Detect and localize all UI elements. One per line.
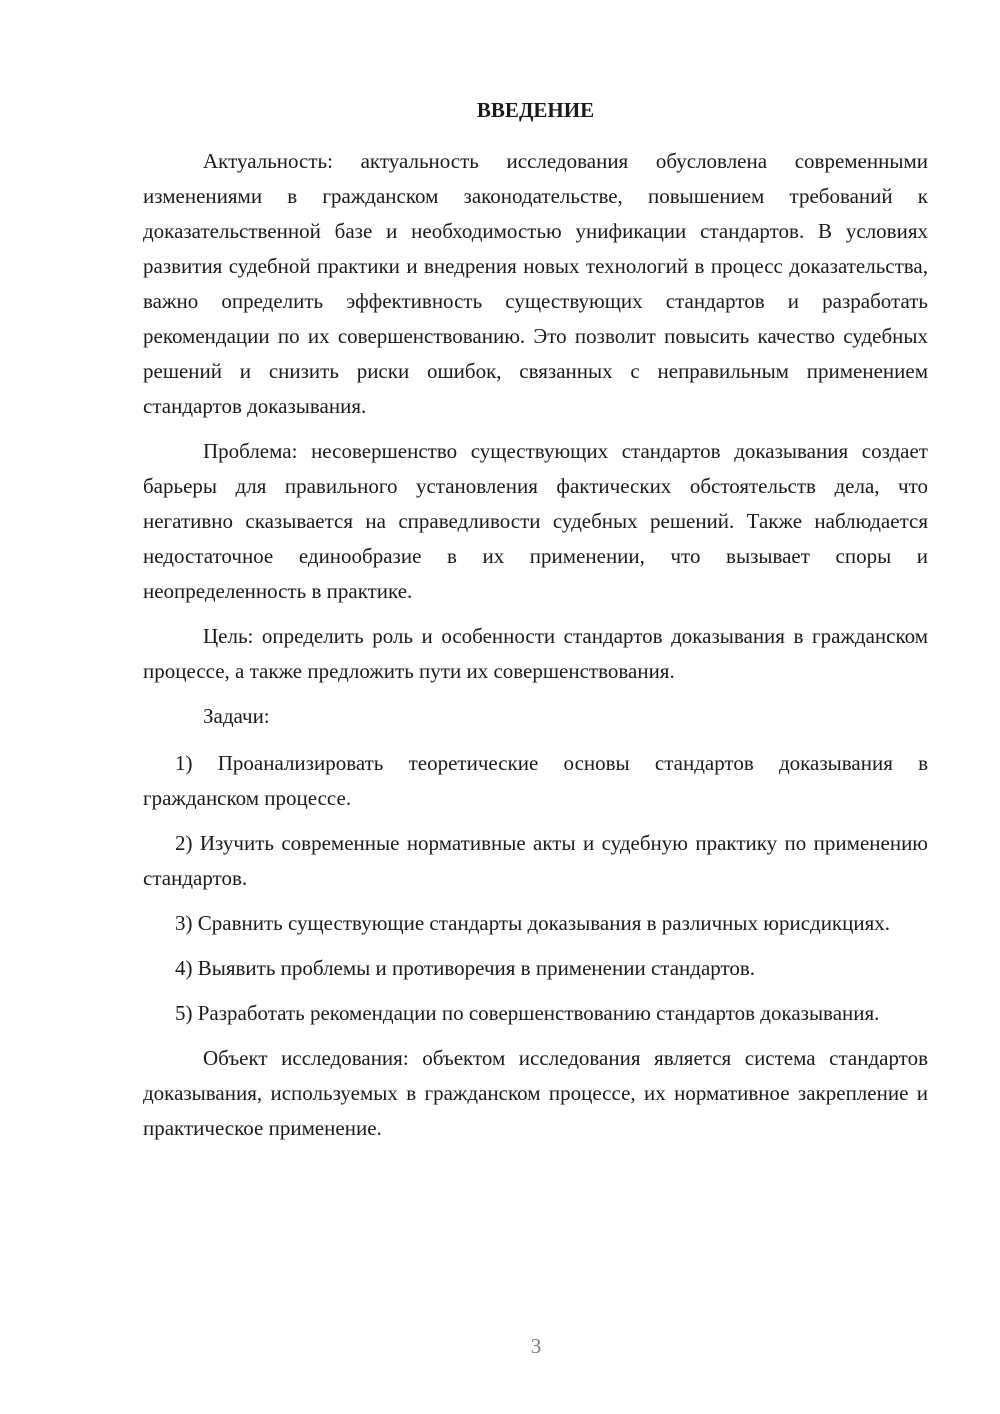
page-number: 3: [530, 1334, 542, 1358]
task-item: 1) Проанализировать теоретические основы стандартов доказывания в гражданском процессе.: [143, 751, 928, 810]
task-item: 5) Разработать рекомендации по совершенствованию стандартов доказывания.: [175, 1001, 880, 1025]
tasks-label: Задачи:: [203, 704, 270, 728]
research-object-paragraph: Объект исследования: объектом исследования является система стандартов доказывания, используемых в гражданском процессе, их нормативное закрепление и практическое применение.: [143, 1046, 928, 1140]
document-page: [143, 94, 928, 1156]
relevance-paragraph: Актуальность: актуальность исследования обусловлена современными изменениями в гражданском законодательстве, повышением требований к доказательственной базе и необходимостью унификации стандартов. В условиях развития судебной практики и внедрения новых технологий в процесс доказательства, важно определить эффективность существующих стандартов и разработать рекомендации по их совершенствованию. Это позволит повысить качество судебных решений и снизить риски ошибок, связанных с неправильным применением стандартов доказывания.: [143, 149, 928, 418]
task-item: 2) Изучить современные нормативные акты и судебную практику по применению стандартов.: [143, 831, 928, 890]
goal-paragraph: Цель: определить роль и особенности стандартов доказывания в гражданском процессе, а также предложить пути их совершенствования.: [143, 624, 928, 683]
task-item: 3) Сравнить существующие стандарты доказывания в различных юрисдикциях.: [175, 911, 891, 935]
problem-paragraph: Проблема: несовершенство существующих стандартов доказывания создает барьеры для правильного установления фактических обстоятельств дела, что негативно сказывается на справедливости судебных решений. Также наблюдается недостаточное единообразие в их применении, что вызывает споры и неопределенность в практике.: [143, 439, 928, 603]
task-item: 4) Выявить проблемы и противоречия в применении стандартов.: [175, 956, 756, 980]
tasks-list: [143, 746, 928, 1031]
section-heading: ВВЕДЕНИЕ: [476, 98, 595, 122]
